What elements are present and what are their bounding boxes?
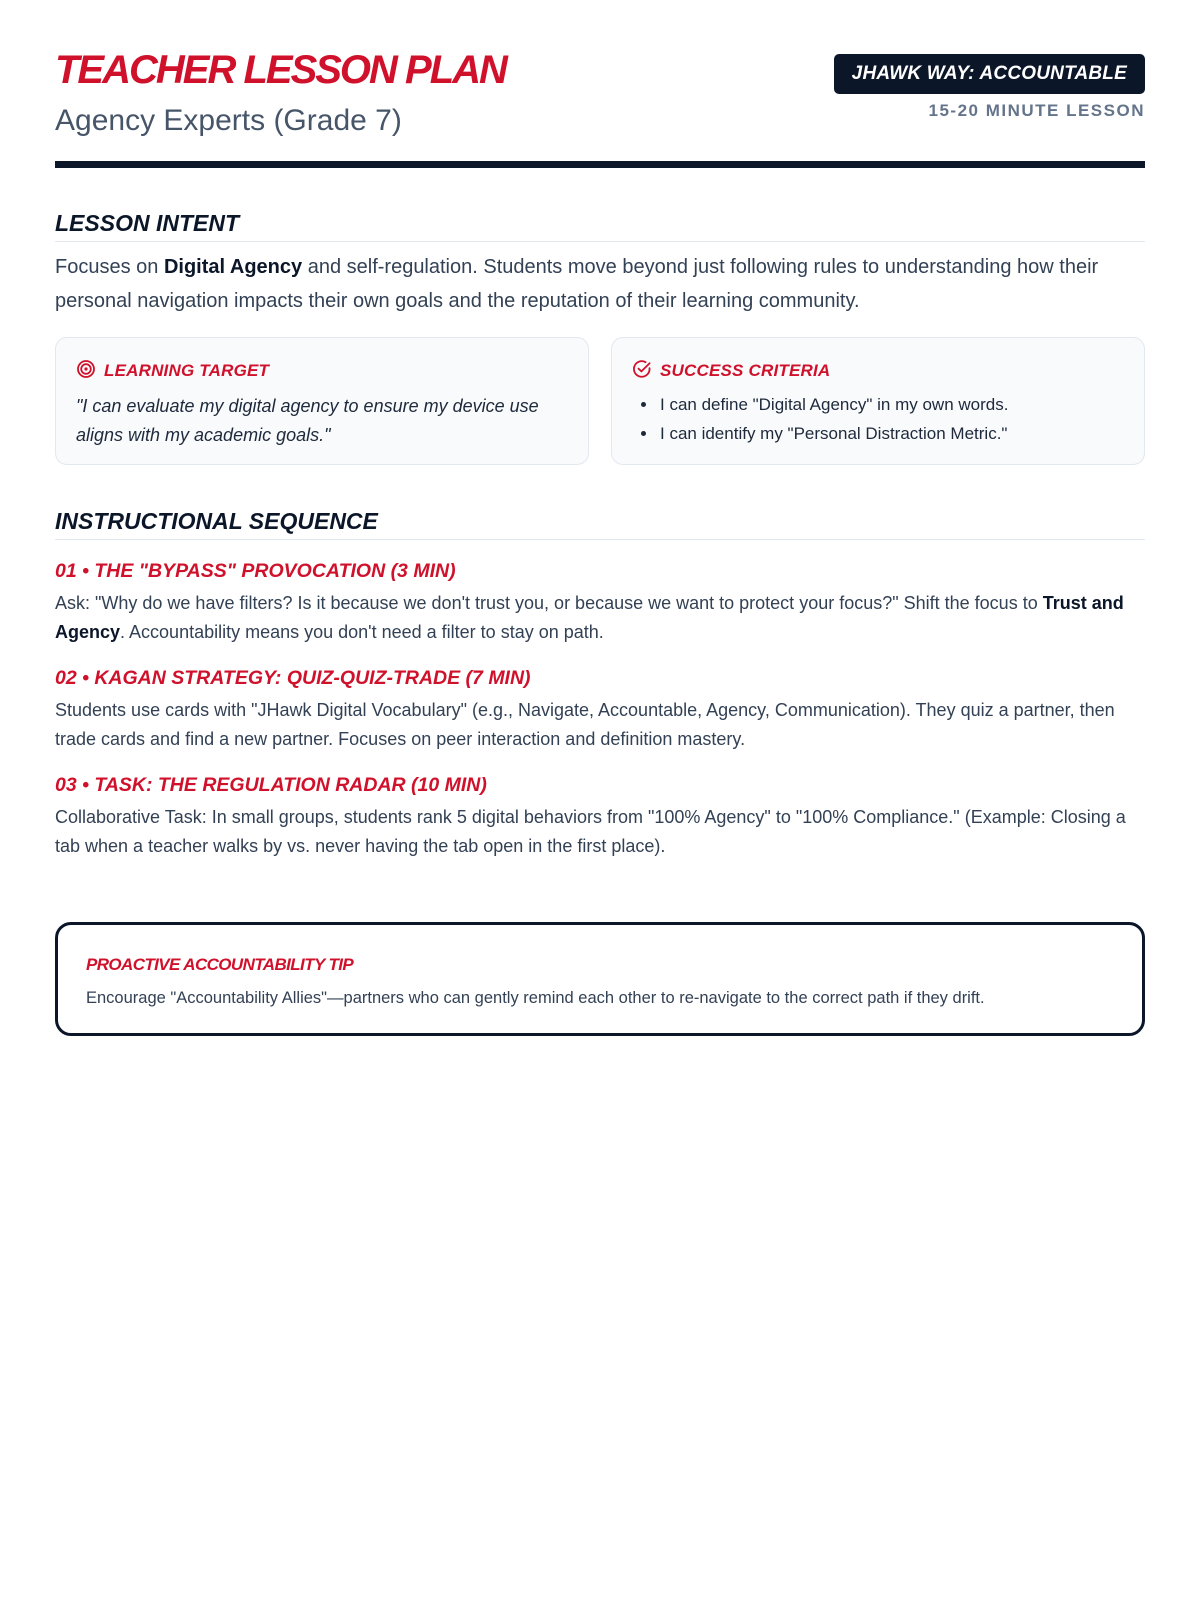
target-icon	[76, 359, 96, 384]
learning-target-title: LEARNING TARGET	[104, 361, 270, 380]
sequence-step-2	[55, 667, 1145, 754]
page-header	[55, 0, 1145, 168]
step-1-title: 01 • THE "BYPASS" PROVOCATION (3 MIN)	[55, 560, 456, 582]
intent-text-start: Focuses on	[55, 256, 164, 278]
success-criteria-title: SUCCESS CRITERIA	[660, 361, 831, 380]
sequence-step-3	[55, 774, 1145, 861]
tip-text: Encourage "Accountability Allies"—partners who can gently remind each other to re-navigate to the correct path if they drift.	[86, 989, 985, 1007]
lesson-intent-heading: LESSON INTENT	[55, 210, 1145, 242]
intent-text-bold: Digital Agency	[163, 256, 303, 278]
page-subtitle: Agency Experts (Grade 7)	[55, 104, 402, 137]
instructional-sequence-heading: INSTRUCTIONAL SEQUENCE	[55, 508, 1145, 540]
page-title: TEACHER LESSON PLAN	[55, 48, 506, 92]
step-1-text	[55, 589, 1145, 647]
lesson-duration: 15-20 MINUTE LESSON	[928, 101, 1145, 120]
sequence-step-1	[55, 560, 1145, 647]
accountability-tip-box	[55, 922, 1145, 1036]
step-2-text: Students use cards with "JHawk Digital Vocabulary" (e.g., Navigate, Accountable, Agency, Communication). They quiz a partner, then trade cards and find a new partner. Focuses on peer interaction and definition mastery.	[55, 700, 1115, 749]
lesson-intent-section	[55, 210, 1145, 318]
criteria-item: • I can define "Digital Agency" in my own words.	[658, 390, 1124, 419]
step-3-title: 03 • TASK: THE REGULATION RADAR (10 MIN)	[55, 774, 487, 796]
intent-text-end: and self-regulation. Students move beyond just following rules to understanding how their personal navigation impacts their own goals and the reputation of their learning community.	[55, 256, 1099, 312]
success-criteria-list	[632, 390, 1124, 448]
success-criteria-card	[611, 337, 1145, 465]
learning-target-header	[76, 360, 568, 382]
lesson-intent-text	[55, 250, 1145, 318]
learning-target-card	[55, 337, 589, 465]
criteria-item: • I can identify my "Personal Distraction Metric."	[658, 419, 1124, 448]
step-1-text-end: . Accountability means you don't need a filter to stay on path.	[120, 622, 604, 642]
success-criteria-header	[632, 360, 1124, 382]
step-1-text-bold: Trust and Agency	[55, 593, 1124, 642]
tip-title: PROACTIVE ACCOUNTABILITY TIP	[86, 955, 354, 974]
check-circle-icon	[632, 359, 652, 384]
step-2-title: 02 • KAGAN STRATEGY: QUIZ-QUIZ-TRADE (7 MIN)	[55, 667, 531, 689]
instructional-sequence-section	[55, 508, 1145, 861]
jhawk-way-badge: JHAWK WAY: ACCOUNTABLE	[834, 54, 1145, 94]
step-1-text-start: Ask: "Why do we have filters? Is it because we don't trust you, or because we want to protect your focus?" Shift the focus to	[55, 593, 1043, 613]
step-3-text: Collaborative Task: In small groups, students rank 5 digital behaviors from "100% Agency" to "100% Compliance." (Example: Closing a tab when a teacher walks by vs. never having the tab open in the first place).	[55, 807, 1126, 856]
learning-target-quote: "I can evaluate my digital agency to ensure my device use aligns with my academic goals."	[76, 396, 539, 445]
header-divider	[55, 161, 1145, 168]
target-criteria-cards	[55, 337, 1145, 467]
